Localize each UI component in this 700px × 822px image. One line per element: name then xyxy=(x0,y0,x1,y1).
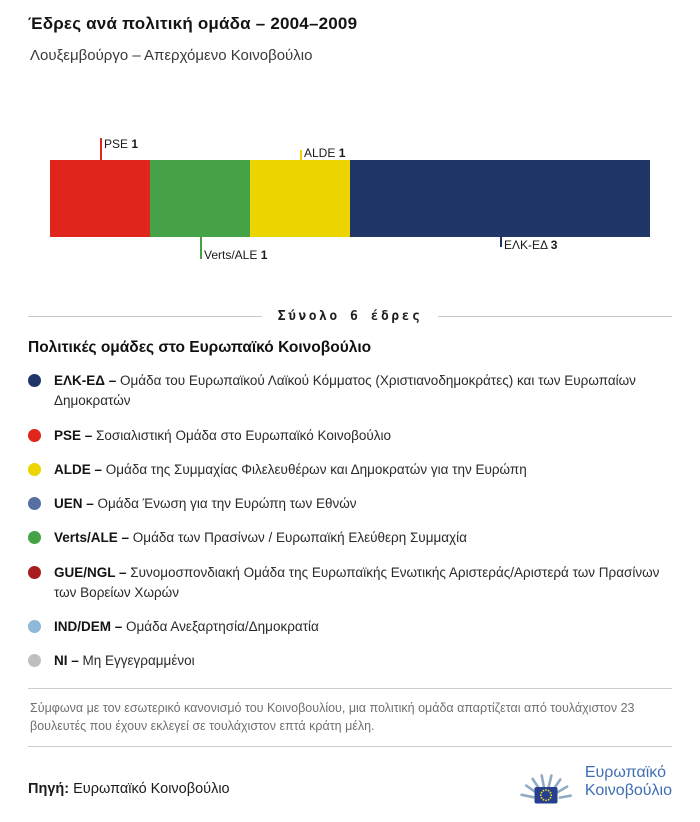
bar-segment-PSE xyxy=(50,160,150,237)
source-value: Ευρωπαϊκό Κοινοβούλιο xyxy=(69,781,230,797)
bar-segment-ALDE xyxy=(250,160,350,237)
callout-label: ΕΛΚ-ΕΔ 3 xyxy=(504,238,558,252)
page-subtitle: Λουξεμβούργο – Απερχόμενο Κοινοβούλιο xyxy=(30,47,313,64)
legend-dot-pse xyxy=(28,429,41,442)
total-seats-divider xyxy=(28,309,672,324)
source-label: Πηγή: xyxy=(28,781,70,797)
logo-text-line1: Ευρωπαϊκό xyxy=(584,763,666,781)
source xyxy=(28,767,230,797)
legend-item-verts-ale xyxy=(28,528,672,548)
stacked-bar-wrap xyxy=(50,137,650,262)
legend-list xyxy=(28,371,672,672)
legend-item-pse xyxy=(28,426,672,446)
divider-line-left xyxy=(28,316,262,317)
callout-label: PSE 1 xyxy=(104,137,139,151)
legend-label: GUE/NGL – Συνομοσπονδιακή Ομάδα της Ευρωπαϊκής Ενωτικής Αριστεράς/Αριστερά των Πρασίνων των Βορείων Χωρών xyxy=(54,564,660,600)
callout-tick xyxy=(300,150,302,160)
page-title: Έδρες ανά πολιτική ομάδα – 2004–2009 xyxy=(28,14,358,33)
legend-dot-verts-ale xyxy=(28,531,41,544)
bar-segment-ΕΛΚ-ΕΔ xyxy=(350,160,650,237)
legend-label: ALDE – Ομάδα της Συμμαχίας Φιλελευθέρων και Δημοκρατών για την Ευρώπη xyxy=(54,461,527,477)
legend-item-uen xyxy=(28,494,672,514)
legend-label: IND/DEM – Ομάδα Ανεξαρτησία/Δημοκρατία xyxy=(54,619,319,634)
legend-item-ni xyxy=(28,651,672,671)
legend-item-ind-dem xyxy=(28,617,672,637)
european-parliament-logo xyxy=(517,759,672,805)
callout-tick xyxy=(100,138,102,160)
legend-heading: Πολιτικές ομάδες στο Ευρωπαϊκό Κοινοβούλιο xyxy=(28,339,372,356)
legend-item-alde xyxy=(28,460,672,480)
divider-line-right xyxy=(438,316,672,317)
bar-segment-Verts/ALE xyxy=(150,160,250,237)
seat-distribution-chart xyxy=(50,137,650,262)
divider-bottom xyxy=(28,746,672,747)
legend-dot-ind-dem xyxy=(28,620,41,633)
callout-label: Verts/ALE 1 xyxy=(204,248,268,262)
logo-text-line2: Κοινοβούλιο xyxy=(584,782,672,799)
legend-dot-alde xyxy=(28,463,41,476)
legend-label: UEN – Ομάδα Ένωση για την Ευρώπη των Εθνών xyxy=(54,496,357,511)
logo-text xyxy=(585,764,672,801)
legend-dot-ni xyxy=(28,654,41,667)
legend-dot-gue-ngl xyxy=(28,566,41,579)
legend-label: NI – Μη Εγγεγραμμένοι xyxy=(54,653,195,669)
legend-label: Verts/ALE – Ομάδα των Πρασίνων / Ευρωπαϊκή Ελεύθερη Συμμαχία xyxy=(54,530,467,546)
legend-label: PSE – Σοσιαλιστική Ομάδα στο Ευρωπαϊκό Κοινοβούλιο xyxy=(54,427,392,443)
callout-label: ALDE 1 xyxy=(304,146,346,160)
callout-tick xyxy=(200,237,202,259)
legend-label: ΕΛΚ-ΕΔ – Ομάδα του Ευρωπαϊκού Λαϊκού Κόμματος (Χριστιανοδημοκράτες) και των Ευρωπαίων Δημοκρατών xyxy=(54,373,636,409)
footnote: Σύμφωνα με τον εσωτερικό κανονισμό του Κοινοβουλίου, μια πολιτική ομάδα απαρτίζεται από τουλάχιστον 23 βουλευτές που έχουν εκλεγεί σε τουλάχιστον επτά κράτη μέλη. xyxy=(30,700,635,734)
total-seats-label: Σύνολο 6 έδρες xyxy=(277,309,423,324)
legend-dot-epp-ed xyxy=(28,374,41,387)
parliament-hemicycle-icon xyxy=(517,759,575,805)
stacked-bar xyxy=(50,160,650,237)
header xyxy=(28,14,672,64)
legend-item-gue-ngl xyxy=(28,563,672,604)
legend-item-epp-ed xyxy=(28,371,672,412)
callout-tick xyxy=(500,237,502,247)
legend-dot-uen xyxy=(28,497,41,510)
footer xyxy=(28,759,672,805)
